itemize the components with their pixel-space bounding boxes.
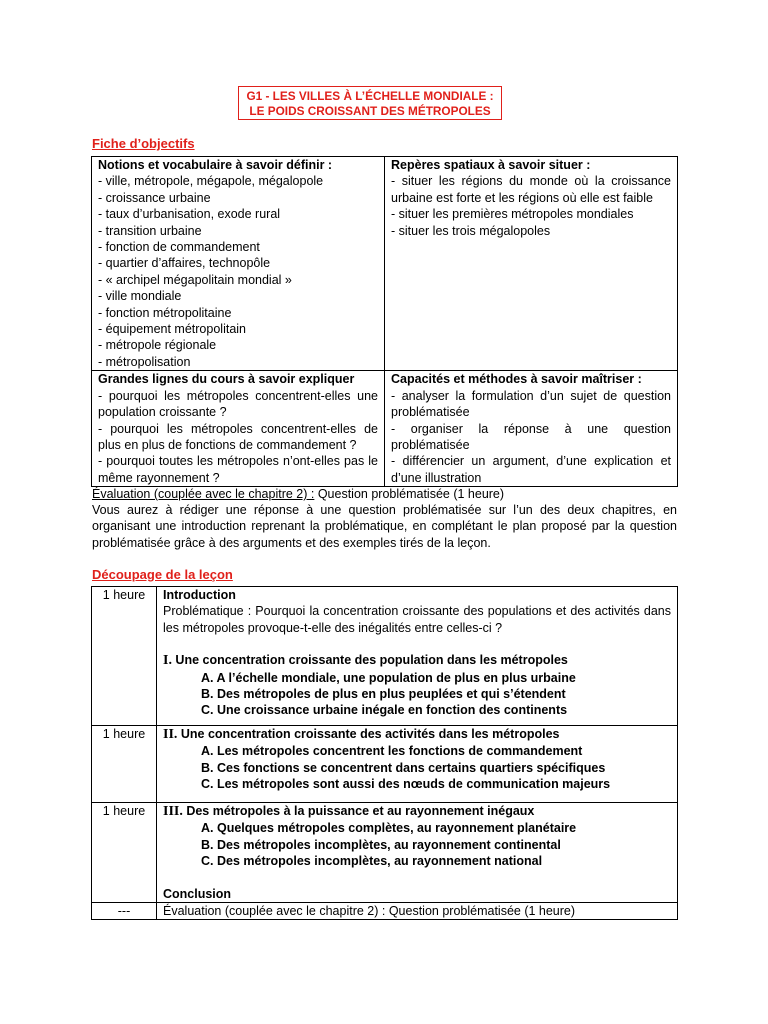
table-row	[92, 803, 678, 903]
content-cell	[157, 726, 678, 803]
sub-item: B. Ces fonctions se concentrent dans certains quartiers spécifiques	[201, 760, 606, 775]
title-line-2: LE POIDS CROISSANT DES MÉTROPOLES	[249, 104, 491, 118]
conclusion-title: Conclusion	[163, 886, 232, 901]
objectives-heading: Fiche d’objectifs	[92, 136, 195, 151]
list-item: - équipement métropolitain	[98, 322, 246, 337]
list-item: - situer les régions du monde où la croissance urbaine est forte et les régions où elle est faible	[391, 174, 671, 205]
list-item: - pourquoi les métropoles concentrent-elles une population croissante ?	[98, 388, 378, 420]
list-item: - quartier d’affaires, technopôle	[98, 256, 271, 271]
list-item: - situer les trois mégalopoles	[391, 223, 551, 238]
table-row	[92, 157, 678, 371]
hours-cell: 1 heure	[92, 726, 157, 803]
roman-numeral: II.	[163, 727, 178, 742]
list-item: - pourquoi les métropoles concentrent-elles de plus en plus de fonctions de commandement ?	[98, 421, 378, 452]
reperes-header: Repères spatiaux à savoir situer :	[391, 158, 591, 172]
title-line-1: G1 - LES VILLES À L’ÉCHELLE MONDIALE :	[246, 89, 494, 103]
evaluation-label: Évaluation (couplée avec le chapitre 2) :	[92, 487, 315, 501]
list-item: - métropolisation	[98, 354, 191, 369]
sub-item: C. Une croissance urbaine inégale en fonction des continents	[201, 703, 568, 718]
objectives-table	[91, 156, 678, 487]
notions-cell	[92, 157, 385, 371]
list-item: - transition urbaine	[98, 223, 202, 238]
reperes-cell	[385, 157, 678, 371]
list-item: - « archipel mégapolitain mondial »	[98, 272, 292, 287]
list-item: - fonction métropolitaine	[98, 305, 232, 320]
list-item: - différencier un argument, d’une explication et d’une illustration	[391, 454, 671, 485]
sub-item: A. Les métropoles concentrent les fonctions de commandement	[201, 744, 583, 759]
roman-numeral: I.	[163, 653, 172, 669]
grandes-lignes-header: Grandes lignes du cours à savoir expliquer	[98, 372, 355, 387]
list-item: - analyser la formulation d’un sujet de question problématisée	[391, 388, 671, 420]
table-row	[92, 371, 678, 487]
table-row	[92, 587, 678, 726]
instructions-paragraph: Vous aurez à rédiger une réponse à une question problématisée sur l’un des deux chapitres, en organisant une introduction reprenant la problématique, en complétant le plan proposé par la question problématisée grâce à des arguments et des exemples tirés de la leçon.	[92, 503, 677, 550]
content-cell: Évaluation (couplée avec le chapitre 2) : Question problématisée (1 heure)	[157, 903, 678, 920]
sub-item: B. Des métropoles incomplètes, au rayonnement continental	[201, 837, 561, 852]
sub-item: B. Des métropoles de plus en plus peuplées et qui s’étendent	[201, 687, 566, 702]
list-item: - organiser la réponse à une question problématisée	[391, 421, 671, 452]
hours-cell: 1 heure	[92, 803, 157, 903]
list-item: - croissance urbaine	[98, 190, 211, 205]
intro-title: Introduction	[163, 588, 236, 602]
capacites-cell	[385, 371, 678, 487]
sub-item: A. Quelques métropoles complètes, au rayonnement planétaire	[201, 821, 577, 836]
content-cell	[157, 803, 678, 903]
list-item: - situer les premières métropoles mondiales	[391, 207, 634, 222]
plan-heading: Découpage de la leçon	[92, 567, 233, 582]
list-item: - taux d’urbanisation, exode rural	[98, 207, 281, 222]
list-item: - fonction de commandement	[98, 240, 260, 255]
problematique: Problématique : Pourquoi la concentration croissante des populations et des activités dans les métropoles provoque-t-elle des inégalités entre celles-ci ?	[163, 604, 671, 635]
roman-numeral: III.	[163, 804, 183, 819]
lesson-plan-table	[91, 586, 678, 920]
list-item: - ville, métropole, mégapole, mégalopole	[98, 174, 324, 189]
part-title: I. Une concentration croissante des population dans les métropoles	[163, 653, 568, 669]
list-item: - pourquoi toutes les métropoles n’ont-elles pas le même rayonnement ?	[98, 454, 378, 485]
evaluation-line	[92, 486, 504, 502]
part-title: III. Des métropoles à la puissance et au rayonnement inégaux	[163, 804, 535, 819]
capacites-header: Capacités et méthodes à savoir maîtriser :	[391, 372, 642, 387]
sub-item: A. A l’échelle mondiale, une population de plus en plus urbaine	[201, 670, 576, 685]
evaluation-value: Question problématisée (1 heure)	[314, 487, 505, 501]
list-item: - métropole régionale	[98, 338, 217, 353]
sub-item: C. Les métropoles sont aussi des nœuds de communication majeurs	[201, 777, 611, 792]
table-row	[92, 903, 678, 920]
document-title	[238, 86, 502, 120]
content-cell	[157, 587, 678, 726]
hours-cell: 1 heure	[92, 587, 157, 726]
notions-header: Notions et vocabulaire à savoir définir :	[98, 158, 333, 172]
table-row	[92, 726, 678, 803]
grandes-lignes-cell	[92, 371, 385, 487]
list-item: - ville mondiale	[98, 289, 182, 304]
sub-item: C. Des métropoles incomplètes, au rayonnement national	[201, 854, 543, 869]
hours-cell: ---	[92, 903, 157, 920]
part-title: II. Une concentration croissante des activités dans les métropoles	[163, 727, 560, 742]
